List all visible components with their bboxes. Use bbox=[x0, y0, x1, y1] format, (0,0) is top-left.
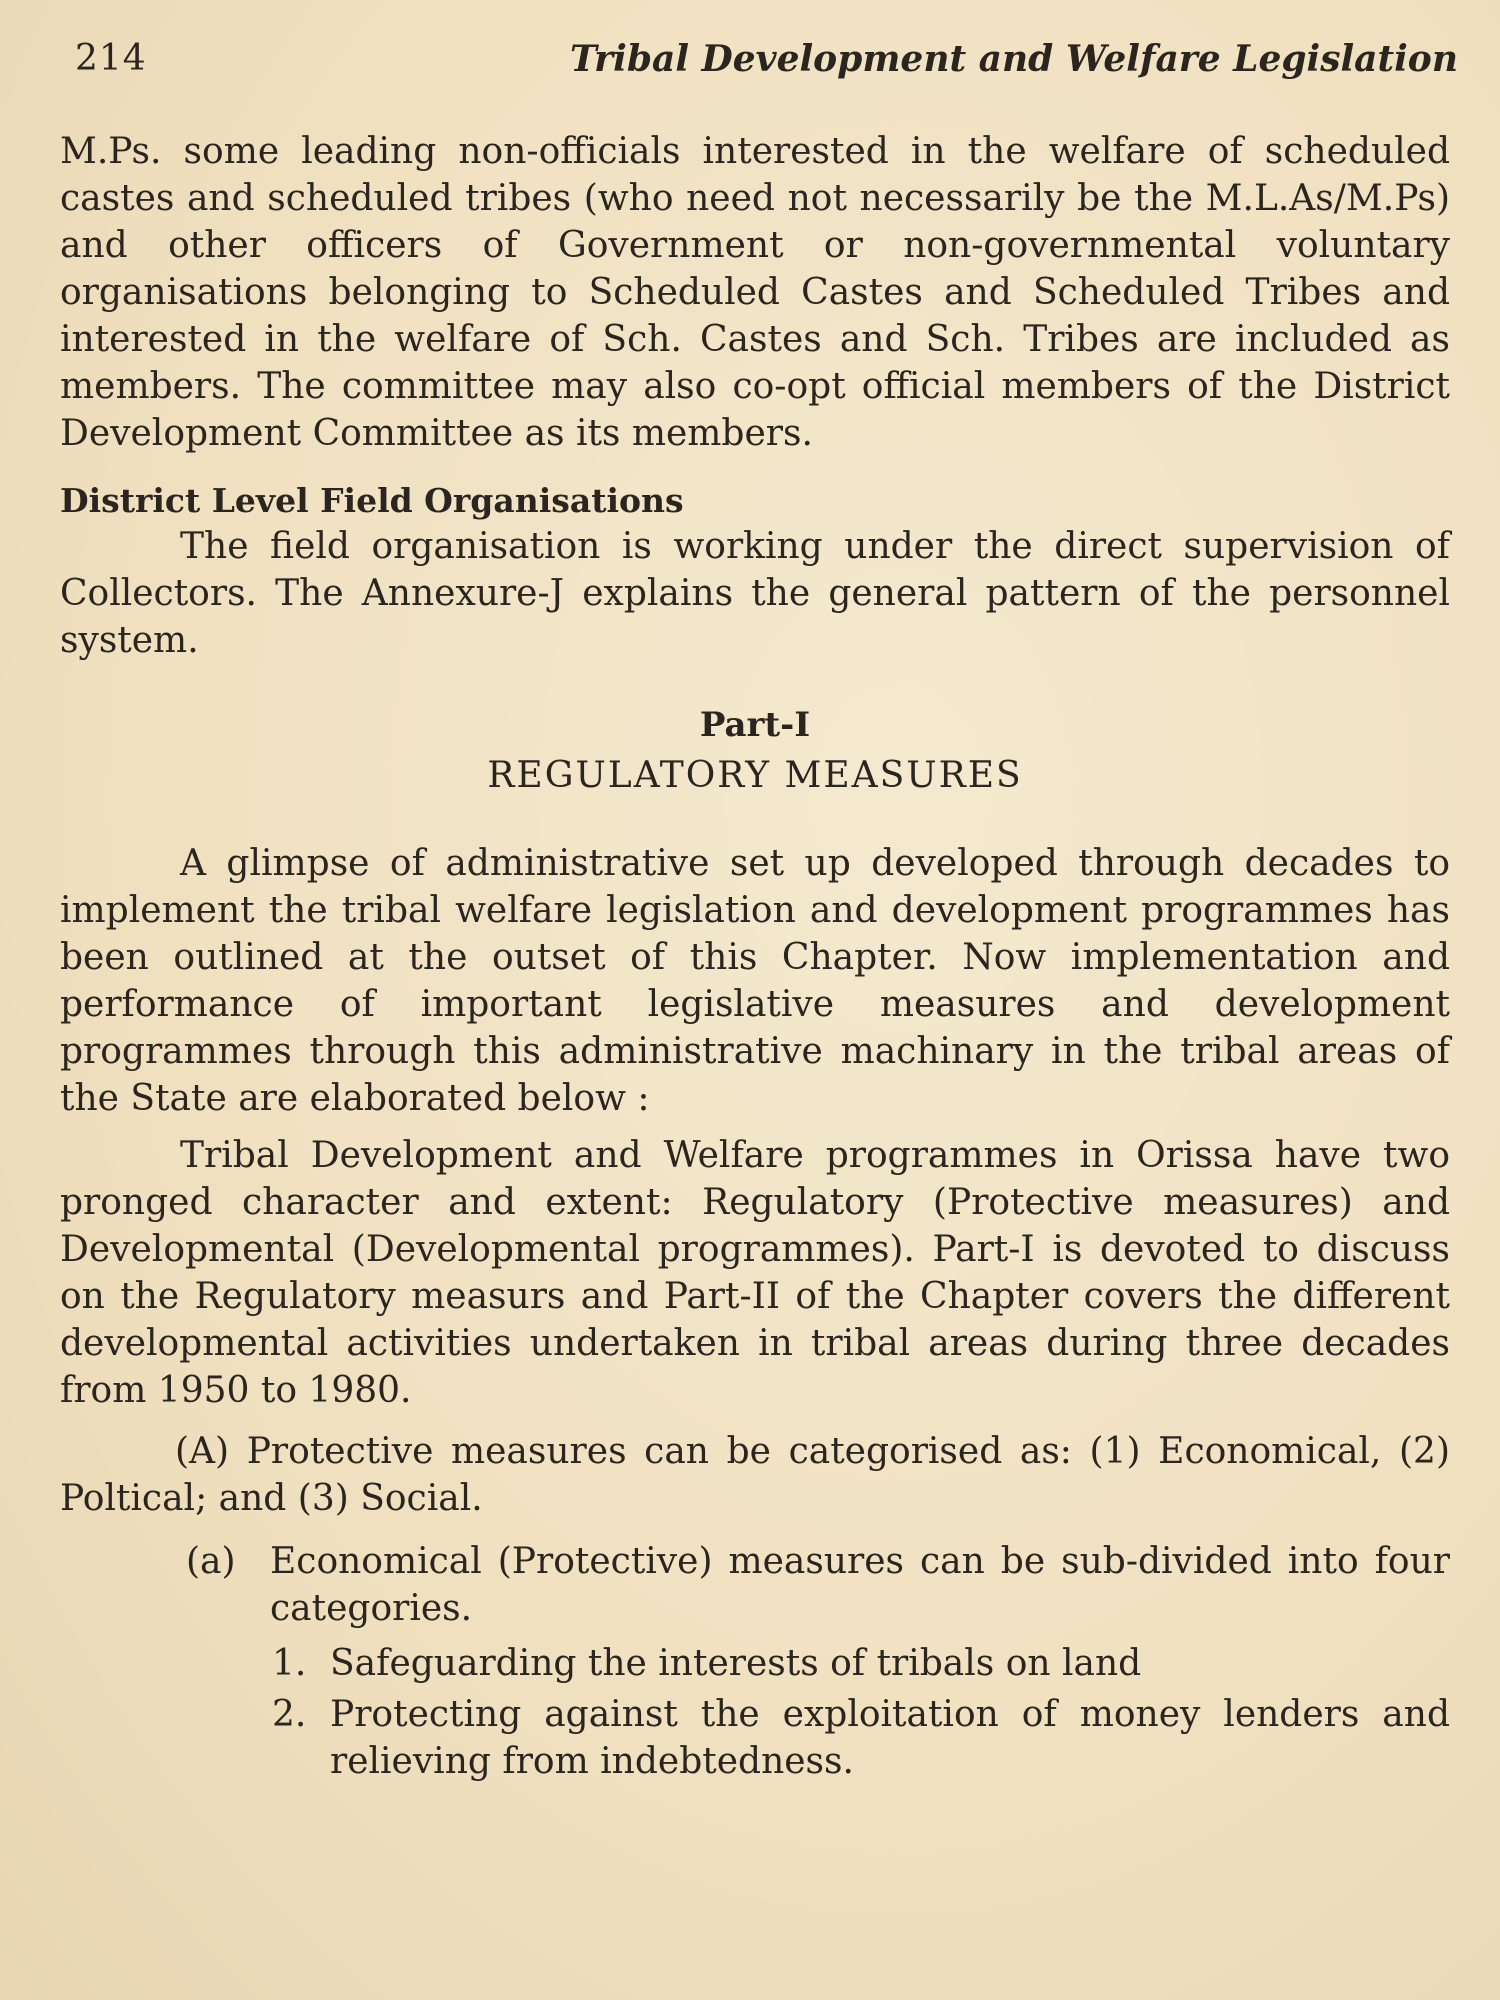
part-title: REGULATORY MEASURES bbox=[487, 755, 1023, 796]
numbered-list bbox=[60, 1640, 1450, 1785]
page-number: 214 bbox=[75, 38, 147, 79]
list-number: 1. bbox=[272, 1643, 307, 1684]
part-label: Part-I bbox=[699, 705, 811, 745]
list-text: Safeguarding the interests of tribals on land bbox=[330, 1643, 1142, 1684]
list-item bbox=[60, 1640, 1450, 1687]
paragraph-glimpse: A glimpse of administrative set up developed through decades to implement the tribal welfare legislation and development programmes has been outlined at the outset of this Chapter. Now implementation and performance of important legislative measures and development programmes through this administrative machinary in the tribal areas of the State are elaborated below : bbox=[60, 843, 1450, 1119]
paragraph-programmes: Tribal Development and Welfare programmes in Orissa have two pronged character and extent: Regulatory (Protective measures) and Developmental (Developmental programmes). Part-I is devoted to discuss on the Regulatory measurs and Part-II of the Chapter covers the different developmental activities undertaken in tribal areas during three decades from 1950 to 1980. bbox=[60, 1135, 1450, 1411]
paragraph-members: M.Ps. some leading non-officials interested in the welfare of scheduled castes and scheduled tribes (who need not necessarily be the M.L.As/M.Ps) and other officers of Government or non-governmental voluntary organisations belonging to Scheduled Castes and Scheduled Tribes and interested in the welfare of Sch. Castes and Sch. Tribes are included as members. The committee may also co-opt official members of the District Development Committee as its members. bbox=[60, 131, 1450, 454]
economical-measures-item bbox=[60, 1538, 1450, 1632]
page-body bbox=[60, 128, 1450, 1785]
list-number: 2. bbox=[272, 1694, 307, 1735]
protective-measures-categories: (A) Protective measures can be categorised as: (1) Economical, (2) Poltical; and (3) Social. bbox=[60, 1431, 1450, 1519]
section-heading-field-organisations: District Level Field Organisations bbox=[60, 481, 684, 520]
running-title: Tribal Development and Welfare Legislation bbox=[570, 38, 1458, 80]
list-text: Protecting against the exploitation of money lenders and relieving from indebtedness. bbox=[330, 1694, 1450, 1782]
paragraph-field-organisations: The field organisation is working under the direct supervision of Collectors. The Annexure-J explains the general pattern of the personnel system. bbox=[60, 526, 1450, 661]
item-text: Economical (Protective) measures can be sub-divided into four categories. bbox=[270, 1541, 1450, 1629]
page-header bbox=[75, 38, 1458, 98]
list-item bbox=[60, 1691, 1450, 1785]
item-marker: (a) bbox=[186, 1541, 236, 1582]
